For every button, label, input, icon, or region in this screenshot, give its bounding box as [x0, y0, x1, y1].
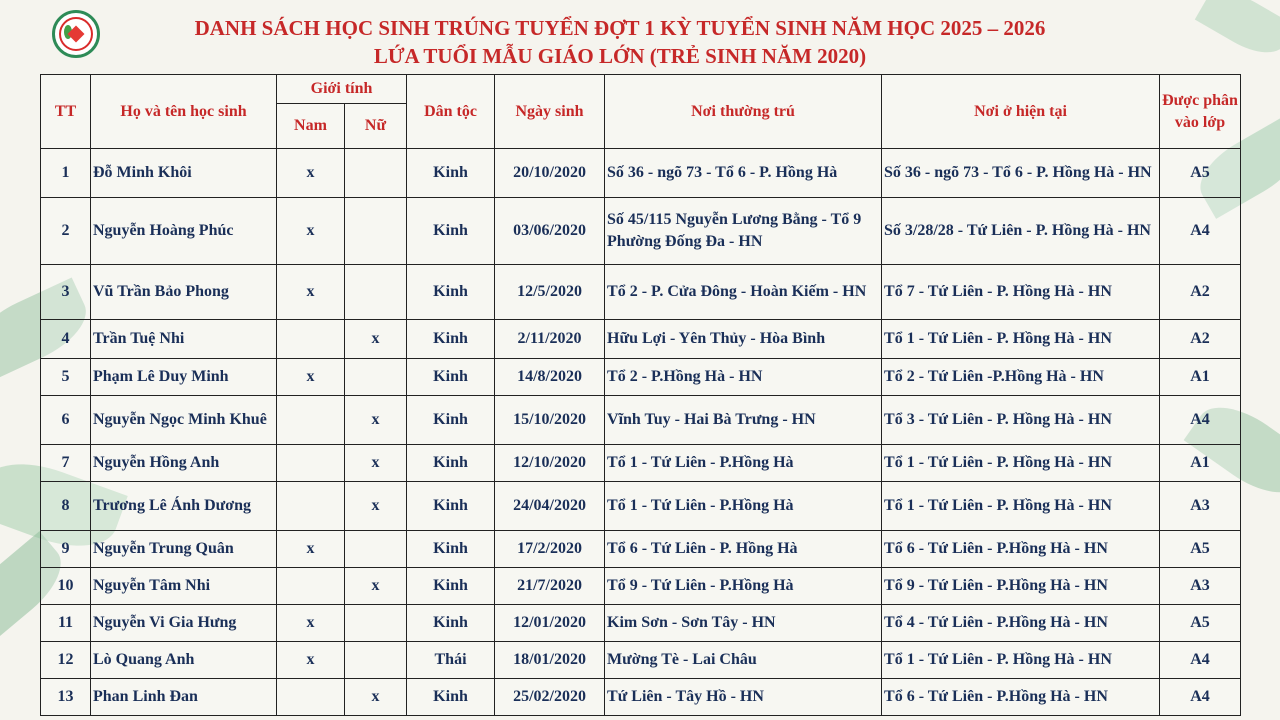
gender-male-mark: x [277, 359, 345, 396]
gender-male-mark: x [277, 531, 345, 568]
row-number: 12 [41, 642, 91, 679]
date-of-birth: 14/8/2020 [495, 359, 605, 396]
date-of-birth: 25/02/2020 [495, 679, 605, 716]
assigned-class: A3 [1160, 482, 1241, 531]
date-of-birth: 12/5/2020 [495, 265, 605, 320]
current-address: Tổ 1 - Tứ Liên - P. Hồng Hà - HN [882, 320, 1160, 359]
gender-male-mark: x [277, 265, 345, 320]
ethnicity: Kinh [407, 482, 495, 531]
permanent-address: Tổ 6 - Tứ Liên - P. Hồng Hà [605, 531, 882, 568]
student-name: Nguyễn Vi Gia Hưng [91, 605, 277, 642]
assigned-class: A2 [1160, 265, 1241, 320]
student-name: Đỗ Minh Khôi [91, 149, 277, 198]
table-row [41, 445, 1241, 482]
student-name: Nguyễn Hoàng Phúc [91, 198, 277, 265]
permanent-address: Tổ 1 - Tứ Liên - P.Hồng Hà [605, 482, 882, 531]
col-header-gender: Giới tính [277, 75, 407, 104]
table-row [41, 359, 1241, 396]
student-name: Vũ Trần Bảo Phong [91, 265, 277, 320]
assigned-class: A5 [1160, 605, 1241, 642]
current-address: Tổ 6 - Tứ Liên - P.Hồng Hà - HN [882, 531, 1160, 568]
assigned-class: A5 [1160, 531, 1241, 568]
assigned-class: A4 [1160, 396, 1241, 445]
permanent-address: Mường Tè - Lai Châu [605, 642, 882, 679]
table-row [41, 642, 1241, 679]
ethnicity: Thái [407, 642, 495, 679]
permanent-address: Kim Sơn - Sơn Tây - HN [605, 605, 882, 642]
current-address: Tổ 6 - Tứ Liên - P.Hồng Hà - HN [882, 679, 1160, 716]
gender-female-mark: x [345, 320, 407, 359]
row-number: 10 [41, 568, 91, 605]
current-address: Tổ 9 - Tứ Liên - P.Hồng Hà - HN [882, 568, 1160, 605]
ethnicity: Kinh [407, 396, 495, 445]
ethnicity: Kinh [407, 531, 495, 568]
student-name: Nguyễn Ngọc Minh Khuê [91, 396, 277, 445]
student-name: Phan Linh Đan [91, 679, 277, 716]
row-number: 5 [41, 359, 91, 396]
gender-male-mark: x [277, 642, 345, 679]
gender-male-mark [277, 445, 345, 482]
gender-female-mark: x [345, 568, 407, 605]
col-header-class: Được phân vào lớp [1160, 75, 1241, 149]
gender-male-mark [277, 482, 345, 531]
permanent-address: Tổ 1 - Tứ Liên - P.Hồng Hà [605, 445, 882, 482]
assigned-class: A1 [1160, 359, 1241, 396]
table-row [41, 265, 1241, 320]
table-row [41, 396, 1241, 445]
gender-male-mark [277, 568, 345, 605]
gender-female-mark [345, 531, 407, 568]
current-address: Số 36 - ngõ 73 - Tổ 6 - P. Hồng Hà - HN [882, 149, 1160, 198]
ethnicity: Kinh [407, 605, 495, 642]
col-header-permanent-address: Nơi thường trú [605, 75, 882, 149]
row-number: 6 [41, 396, 91, 445]
student-name: Phạm Lê Duy Minh [91, 359, 277, 396]
current-address: Tổ 1 - Tứ Liên - P. Hồng Hà - HN [882, 482, 1160, 531]
gender-female-mark: x [345, 445, 407, 482]
gender-male-mark: x [277, 198, 345, 265]
permanent-address: Hữu Lợi - Yên Thủy - Hòa Bình [605, 320, 882, 359]
col-header-current-address: Nơi ở hiện tại [882, 75, 1160, 149]
header-row [41, 75, 1241, 104]
assigned-class: A3 [1160, 568, 1241, 605]
current-address: Tổ 3 - Tứ Liên - P. Hồng Hà - HN [882, 396, 1160, 445]
row-number: 13 [41, 679, 91, 716]
permanent-address: Số 36 - ngõ 73 - Tổ 6 - P. Hồng Hà [605, 149, 882, 198]
permanent-address: Số 45/115 Nguyễn Lương Bằng - Tổ 9 Phường Đống Đa - HN [605, 198, 882, 265]
ethnicity: Kinh [407, 359, 495, 396]
student-name: Nguyễn Hồng Anh [91, 445, 277, 482]
gender-female-mark [345, 149, 407, 198]
gender-male-mark [277, 320, 345, 359]
col-header-tt: TT [41, 75, 91, 149]
gender-male-mark [277, 679, 345, 716]
gender-male-mark: x [277, 149, 345, 198]
permanent-address: Tứ Liên - Tây Hồ - HN [605, 679, 882, 716]
ethnicity: Kinh [407, 679, 495, 716]
assigned-class: A4 [1160, 642, 1241, 679]
date-of-birth: 24/04/2020 [495, 482, 605, 531]
gender-female-mark [345, 359, 407, 396]
gender-female-mark: x [345, 396, 407, 445]
gender-male-mark: x [277, 605, 345, 642]
table-row [41, 149, 1241, 198]
date-of-birth: 21/7/2020 [495, 568, 605, 605]
gender-female-mark [345, 642, 407, 679]
table-row [41, 482, 1241, 531]
student-name: Lò Quang Anh [91, 642, 277, 679]
date-of-birth: 03/06/2020 [495, 198, 605, 265]
row-number: 4 [41, 320, 91, 359]
ethnicity: Kinh [407, 149, 495, 198]
col-header-name: Họ và tên học sinh [91, 75, 277, 149]
row-number: 9 [41, 531, 91, 568]
col-header-male: Nam [277, 104, 345, 149]
col-header-dob: Ngày sinh [495, 75, 605, 149]
gender-female-mark [345, 198, 407, 265]
page-subtitle: LỨA TUỔI MẪU GIÁO LỚN (TRẺ SINH NĂM 2020) [373, 44, 867, 68]
date-of-birth: 12/10/2020 [495, 445, 605, 482]
date-of-birth: 12/01/2020 [495, 605, 605, 642]
ethnicity: Kinh [407, 445, 495, 482]
gender-female-mark [345, 265, 407, 320]
table-row [41, 198, 1241, 265]
ethnicity: Kinh [407, 265, 495, 320]
current-address: Tổ 1 - Tứ Liên - P. Hồng Hà - HN [882, 642, 1160, 679]
permanent-address: Tổ 9 - Tứ Liên - P.Hồng Hà [605, 568, 882, 605]
gender-female-mark [345, 605, 407, 642]
permanent-address: Tổ 2 - P. Cửa Đông - Hoàn Kiếm - HN [605, 265, 882, 320]
date-of-birth: 20/10/2020 [495, 149, 605, 198]
student-roster-table [40, 74, 1241, 716]
assigned-class: A5 [1160, 149, 1241, 198]
date-of-birth: 2/11/2020 [495, 320, 605, 359]
date-of-birth: 18/01/2020 [495, 642, 605, 679]
row-number: 11 [41, 605, 91, 642]
gender-female-mark: x [345, 482, 407, 531]
permanent-address: Vĩnh Tuy - Hai Bà Trưng - HN [605, 396, 882, 445]
table-row [41, 679, 1241, 716]
student-name: Nguyễn Tâm Nhi [91, 568, 277, 605]
col-header-female: Nữ [345, 104, 407, 149]
current-address: Tổ 1 - Tứ Liên - P. Hồng Hà - HN [882, 445, 1160, 482]
ethnicity: Kinh [407, 568, 495, 605]
date-of-birth: 15/10/2020 [495, 396, 605, 445]
assigned-class: A1 [1160, 445, 1241, 482]
current-address: Tổ 7 - Tứ Liên - P. Hồng Hà - HN [882, 265, 1160, 320]
gender-male-mark [277, 396, 345, 445]
table-row [41, 605, 1241, 642]
page-title: DANH SÁCH HỌC SINH TRÚNG TUYỂN ĐỢT 1 KỲ TUYỂN SINH NĂM HỌC 2025 – 2026 [194, 16, 1046, 40]
row-number: 2 [41, 198, 91, 265]
ethnicity: Kinh [407, 198, 495, 265]
assigned-class: A4 [1160, 198, 1241, 265]
current-address: Tổ 2 - Tứ Liên -P.Hồng Hà - HN [882, 359, 1160, 396]
ethnicity: Kinh [407, 320, 495, 359]
student-name: Trần Tuệ Nhi [91, 320, 277, 359]
permanent-address: Tổ 2 - P.Hồng Hà - HN [605, 359, 882, 396]
table-row [41, 531, 1241, 568]
row-number: 3 [41, 265, 91, 320]
date-of-birth: 17/2/2020 [495, 531, 605, 568]
gender-female-mark: x [345, 679, 407, 716]
table-row [41, 320, 1241, 359]
row-number: 7 [41, 445, 91, 482]
current-address: Số 3/28/28 - Tứ Liên - P. Hồng Hà - HN [882, 198, 1160, 265]
col-header-ethnicity: Dân tộc [407, 75, 495, 149]
row-number: 1 [41, 149, 91, 198]
assigned-class: A2 [1160, 320, 1241, 359]
row-number: 8 [41, 482, 91, 531]
current-address: Tổ 4 - Tứ Liên - P.Hồng Hà - HN [882, 605, 1160, 642]
table-row [41, 568, 1241, 605]
student-name: Nguyễn Trung Quân [91, 531, 277, 568]
student-name: Trương Lê Ánh Dương [91, 482, 277, 531]
assigned-class: A4 [1160, 679, 1241, 716]
